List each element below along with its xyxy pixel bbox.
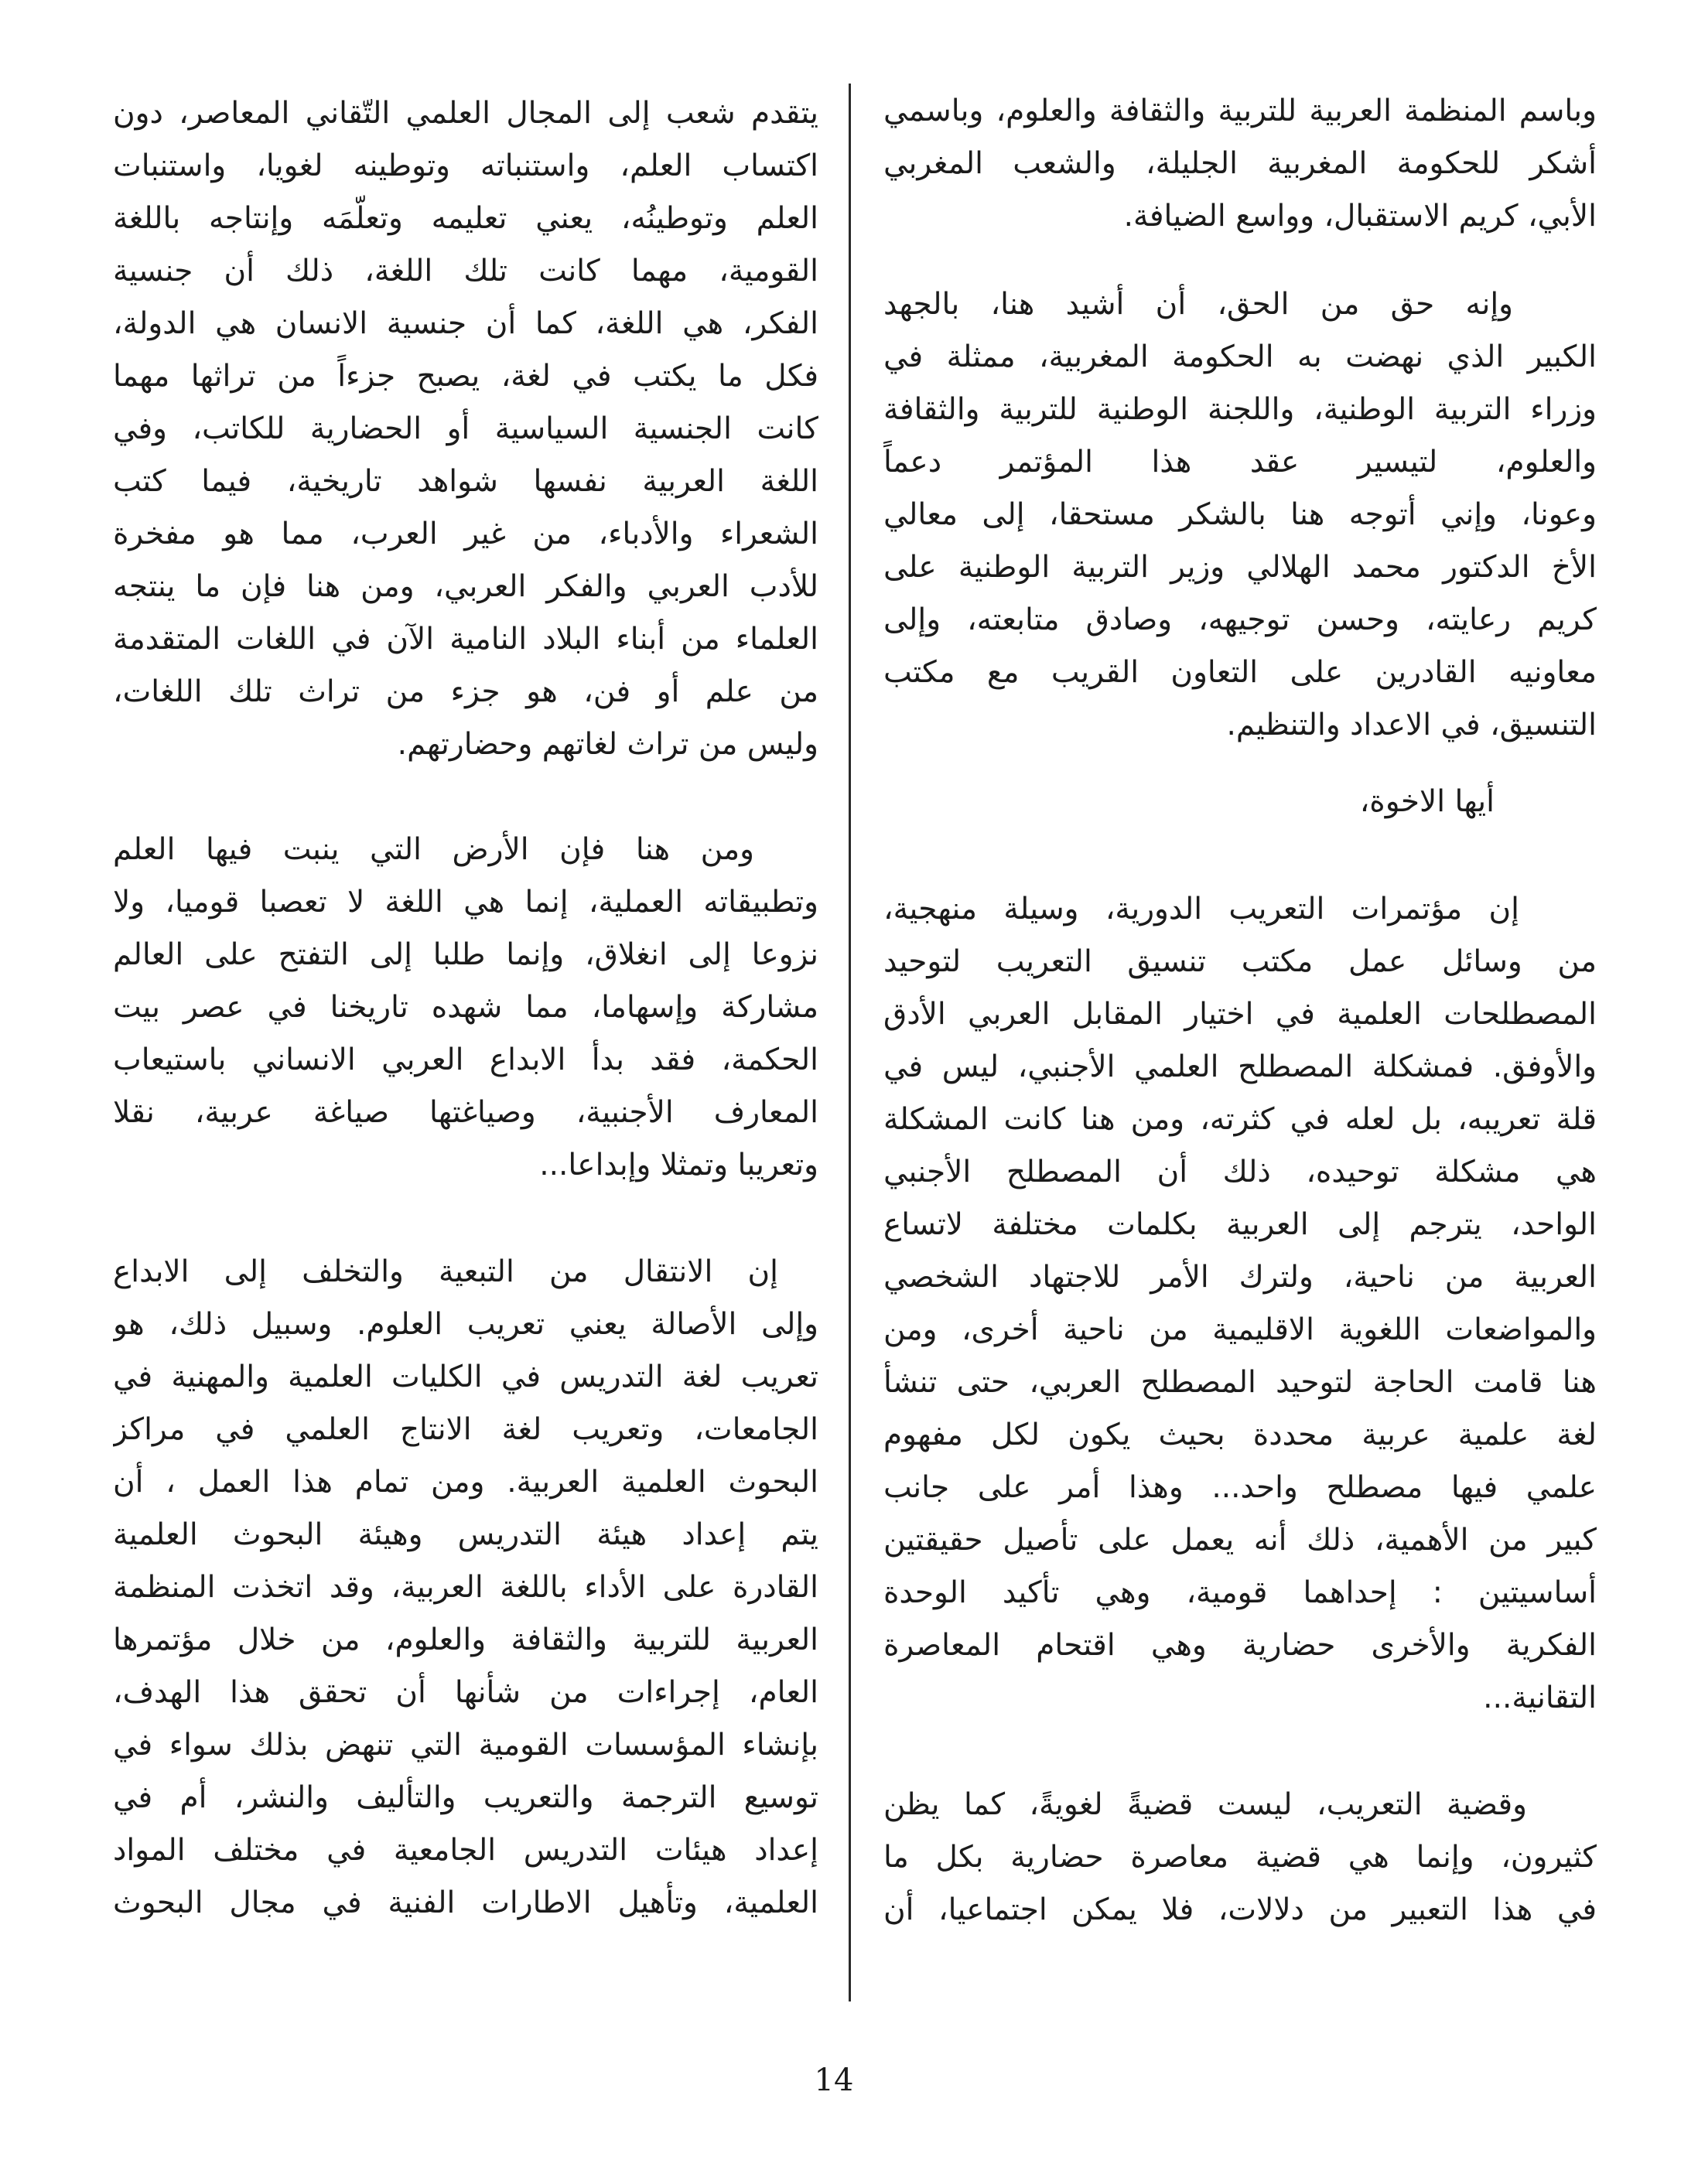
text-line: تعريب لغة التدريس في الكليات العلمية والمهنية في [113, 1360, 818, 1394]
text-line: أشكر للحكومة المغربية الجليلة، والشعب المغربي [883, 146, 1597, 181]
text-line: الواحد، يترجم إلى العربية بكلمات مختلفة لاتساع [883, 1207, 1597, 1242]
text-line: بإنشاء المؤسسات القومية التي تنهض بذلك سواء في [113, 1728, 818, 1763]
text-line: وليس من تراث لغاتهم وحضارتهم. [397, 727, 818, 762]
text-line: مشاركة وإسهاما، مما شهده تاريخنا في عصر بيت [113, 990, 818, 1025]
text-line: هنا قامت الحاجة لتوحيد المصطلح العربي، حتى تنشأ [883, 1365, 1597, 1400]
text-line: الفكرية والأخرى حضارية وهي اقتحام المعاصرة [883, 1628, 1597, 1663]
text-line: والعلوم، لتيسير عقد هذا المؤتمر دعماً [883, 445, 1597, 479]
text-line: يتقدم شعب إلى المجال العلمي التّقاني المعاصر، دون [113, 96, 818, 131]
paragraph [883, 85, 1597, 243]
text-line: العلماء من أبناء البلاد النامية الآن في اللغات المتقدمة [113, 622, 818, 657]
paragraph [883, 1779, 1597, 1937]
right-column [883, 85, 1597, 1937]
paragraph [113, 1246, 818, 1930]
text-line: البحوث العلمية العربية. ومن تمام هذا العمل ، أن [113, 1465, 818, 1500]
text-line: أساسيتين : إحداهما قومية، وهي تأكيد الوحدة [883, 1575, 1597, 1610]
text-line: التنسيق، في الاعداد والتنظيم. [1226, 708, 1597, 742]
text-line: المصطلحات العلمية في اختيار المقابل العربي الأدق [883, 997, 1597, 1032]
text-line: قلة تعريبه، بل لعله في كثرته، ومن هنا كانت المشكلة [883, 1102, 1597, 1137]
text-line: فكل ما يكتب في لغة، يصبح جزءاً من تراثها مهما [113, 359, 818, 394]
text-line: من وسائل عمل مكتب تنسيق التعريب لتوحيد [883, 944, 1597, 979]
text-line: اكتساب العلم، واستنباته وتوطينه لغويا، واستنبات [113, 148, 818, 183]
text-line: المعارف الأجنبية، وصياغتها صياغة عربية، نقلا [113, 1095, 818, 1130]
text-line: معاونيه القادرين على التعاون القريب مع مكتب [883, 655, 1597, 690]
text-line: والمواضعات اللغوية الاقليمية من ناحية أخرى، ومن [883, 1312, 1597, 1347]
text-line: الأخ الدكتور محمد الهلالي وزير التربية الوطنية على [883, 550, 1597, 585]
page-number: 14 [814, 2063, 854, 2098]
text-line: من علم أو فن، هو جزء من تراث تلك اللغات، [113, 674, 818, 709]
column-divider [849, 84, 851, 2001]
text-line: وقضية التعريب، ليست قضيةً لغويةً، كما يظن [883, 1787, 1527, 1822]
text-line: كثيرون، وإنما هي قضية معاصرة حضارية بكل ما [883, 1840, 1597, 1875]
text-line: وعونا، وإني أتوجه هنا بالشكر مستحقا، إلى معالي [883, 497, 1597, 532]
text-line: التقانية... [1483, 1681, 1597, 1715]
paragraph [883, 278, 1597, 752]
text-line: كبير من الأهمية، ذلك أنه يعمل على تأصيل حقيقتين [883, 1523, 1597, 1558]
text-line: وإنه حق من الحق، أن أشيد هنا، بالجهد [883, 287, 1513, 322]
paragraph [113, 87, 818, 771]
text-line: وباسم المنظمة العربية للتربية والثقافة والعلوم، وباسمي [883, 94, 1597, 128]
text-line: الجامعات، وتعريب لغة الانتاج العلمي في مراكز [113, 1412, 818, 1447]
text-line: إعداد هيئات التدريس الجامعية في مختلف المواد [113, 1833, 818, 1868]
text-line: وإلى الأصالة يعني تعريب العلوم. وسبيل ذلك، هو [113, 1307, 818, 1342]
text-line: يتم إعداد هيئة التدريس وهيئة البحوث العلمية [113, 1517, 818, 1552]
text-line: وزراء التربية الوطنية، واللجنة الوطنية للتربية والثقافة [883, 392, 1597, 427]
text-line: إن مؤتمرات التعريب الدورية، وسيلة منهجية، [883, 892, 1519, 926]
text-line: كريم رعايته، وحسن توجيهه، وصادق متابعته، وإلى [883, 602, 1597, 637]
left-column [113, 87, 818, 1930]
text-line: في هذا التعبير من دلالات، فلا يمكن اجتماعيا، أن [883, 1892, 1597, 1927]
text-line: القادرة على الأداء باللغة العربية، وقد اتخذت المنظمة [113, 1570, 818, 1605]
text-line: الكبير الذي نهضت به الحكومة المغربية، ممثلة في [883, 340, 1597, 374]
text-line: توسيع الترجمة والتعريب والتأليف والنشر، أم في [113, 1780, 818, 1815]
text-line: كانت الجنسية السياسية أو الحضارية للكاتب، وفي [113, 411, 818, 446]
text-line: العربية من ناحية، ولترك الأمر للاجتهاد الشخصي [883, 1260, 1597, 1295]
text-line: لغة علمية عربية محددة بحيث يكون لكل مفهوم [883, 1418, 1597, 1452]
text-line: هي مشكلة توحيده، ذلك أن المصطلح الأجنبي [883, 1155, 1597, 1189]
text-line: العام، إجراءات من شأنها أن تحقق هذا الهدف، [113, 1675, 818, 1710]
text-line: الأبي، كريم الاستقبال، وواسع الضيافة. [1123, 199, 1597, 234]
text-line: الشعراء والأدباء، من غير العرب، مما هو مفخرة [113, 517, 818, 551]
text-line: العلم وتوطينُه، يعني تعليمه وتعلّمَه وإنتاجه باللغة [113, 201, 818, 236]
text-line: للأدب العربي والفكر العربي، ومن هنا فإن ما ينتجه [113, 569, 818, 604]
text-line: وتطبيقاته العملية، إنما هي اللغة لا تعصبا قوميا، ولا [113, 885, 818, 920]
text-line: والأوفق. فمشكلة المصطلح العلمي الأجنبي، ليس في [883, 1049, 1597, 1084]
text-line: وتعريبا وتمثلا وإبداعا... [539, 1148, 818, 1182]
text-line: العلمية، وتأهيل الاطارات الفنية في مجال البحوث [113, 1885, 818, 1920]
salutation [883, 776, 1597, 828]
text-line: نزوعا إلى انغلاق، وإنما طلبا إلى التفتح على العالم [113, 937, 818, 972]
text-line: علمي فيها مصطلح واحد... وهذا أمر على جانب [883, 1470, 1597, 1505]
text-line: العربية للتربية والثقافة والعلوم، من خلال مؤتمرها [113, 1623, 818, 1657]
text-line: اللغة العربية نفسها شواهد تاريخية، فيما كتب [113, 464, 818, 499]
text-line: إن الانتقال من التبعية والتخلف إلى الابداع [113, 1254, 778, 1289]
paragraph [883, 883, 1597, 1725]
text-line: الحكمة، فقد بدأ الابداع العربي الانساني باستيعاب [113, 1043, 818, 1077]
text-line: أيها الاخوة، [1359, 784, 1495, 819]
text-line: القومية، مهما كانت تلك اللغة، ذلك أن جنسية [113, 254, 818, 288]
text-line: ومن هنا فإن الأرض التي ينبت فيها العلم [113, 832, 754, 867]
paragraph [113, 824, 818, 1192]
text-line: الفكر، هي اللغة، كما أن جنسية الانسان هي الدولة، [113, 306, 818, 341]
